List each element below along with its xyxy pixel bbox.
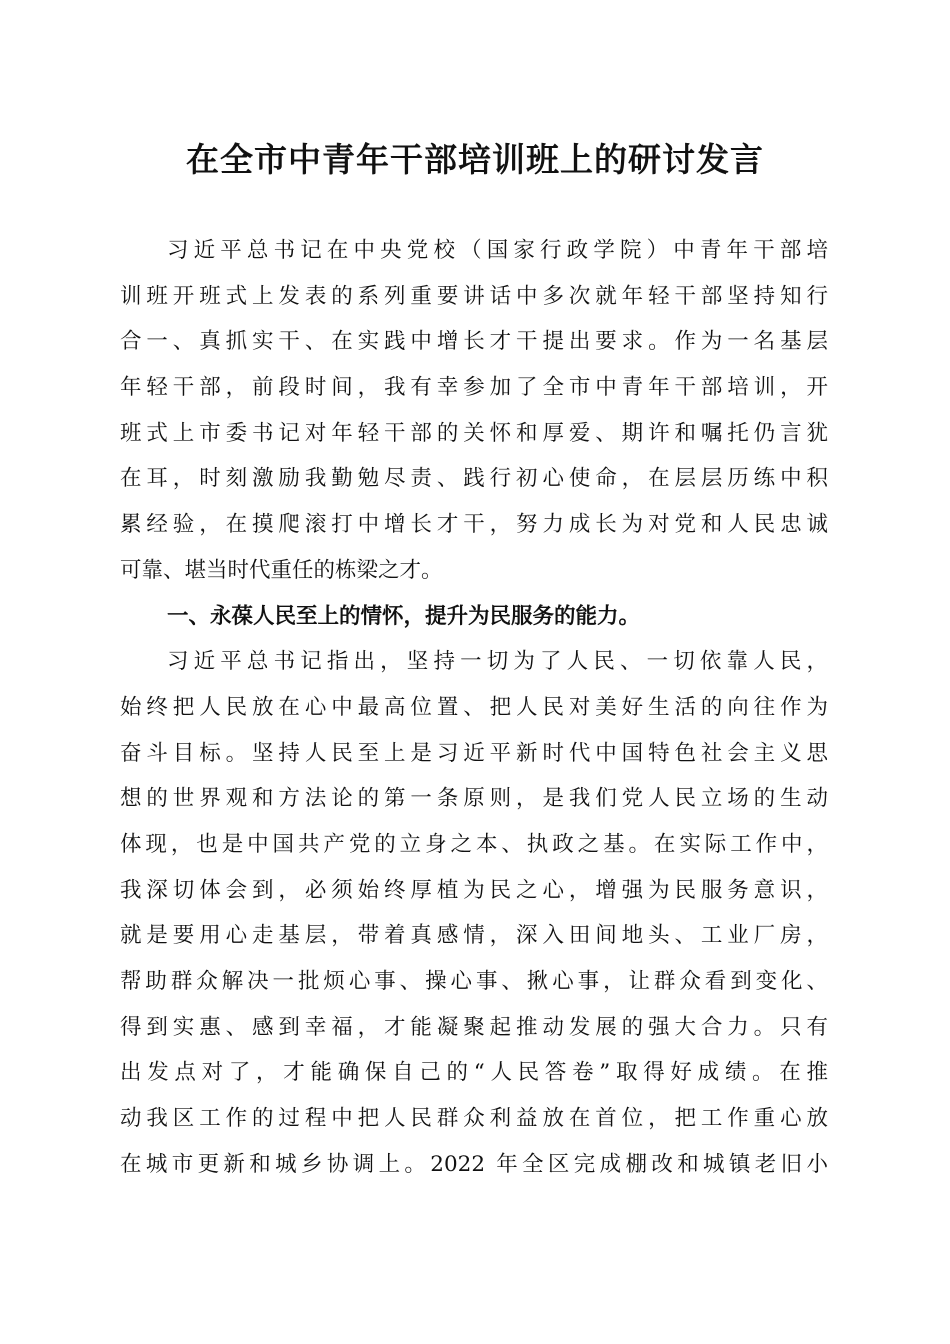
text-line: 始终把人民放在心中最高位置、把人民对美好生活的向往作为 xyxy=(120,694,828,720)
text-line: 班式上市委书记对年轻干部的关怀和厚爱、期许和嘱托仍言犹 xyxy=(120,420,828,446)
text-line: 想的世界观和方法论的第一条原则，是我们党人民立场的生动 xyxy=(120,786,828,812)
text-line: 得到实惠、感到幸福，才能凝聚起推动发展的强大合力。只有 xyxy=(120,1014,828,1040)
text-line: 奋斗目标。坚持人民至上是习近平新时代中国特色社会主义思 xyxy=(120,740,828,766)
text-line: 就是要用心走基层，带着真感情，深入田间地头、工业厂房， xyxy=(120,923,828,949)
section-heading-text: 一、永葆人民至上的情怀，提升为民服务的能力。 xyxy=(167,603,641,629)
text-line: 动我区工作的过程中把人民群众利益放在首位，把工作重心放 xyxy=(120,1106,828,1132)
text-line: 习近平总书记在中央党校（国家行政学院）中青年干部培 xyxy=(167,238,828,263)
text-line: 可靠、堪当时代重任的栋梁之才。 xyxy=(120,557,443,583)
text-line: 合一、真抓实干、在实践中增长才干提出要求。作为一名基层 xyxy=(120,329,828,355)
text-line: 出发点对了，才能确保自己的“人民答卷”取得好成绩。在推 xyxy=(120,1060,828,1086)
document-body xyxy=(120,228,828,1187)
text-line: 累经验，在摸爬滚打中增长才干，努力成长为对党和人民忠诚 xyxy=(120,512,828,538)
text-line: 帮助群众解决一批烦心事、操心事、揪心事，让群众看到变化、 xyxy=(120,969,828,994)
document-title: 在全市中青年干部培训班上的研讨发言 xyxy=(186,140,764,179)
text-line: 习近平总书记指出，坚持一切为了人民、一切依靠人民， xyxy=(167,649,828,675)
text-line: 在耳，时刻激励我勤勉尽责、践行初心使命，在层层历练中积 xyxy=(120,466,828,492)
paragraph-intro xyxy=(120,228,828,594)
text-line: 体现，也是中国共产党的立身之本、执政之基。在实际工作中， xyxy=(120,831,828,857)
paragraph-section-one xyxy=(120,639,828,1187)
text-line: 训班开班式上发表的系列重要讲话中多次就年轻干部坚持知行 xyxy=(120,283,828,309)
text-line: 年轻干部，前段时间，我有幸参加了全市中青年干部培训，开 xyxy=(120,375,828,401)
section-heading xyxy=(120,594,828,640)
text-line: 我深切体会到，必须始终厚植为民之心，增强为民服务意识， xyxy=(120,877,828,903)
text-line: 在城市更新和城乡协调上。2022 年全区完成棚改和城镇老旧小 xyxy=(120,1151,828,1177)
